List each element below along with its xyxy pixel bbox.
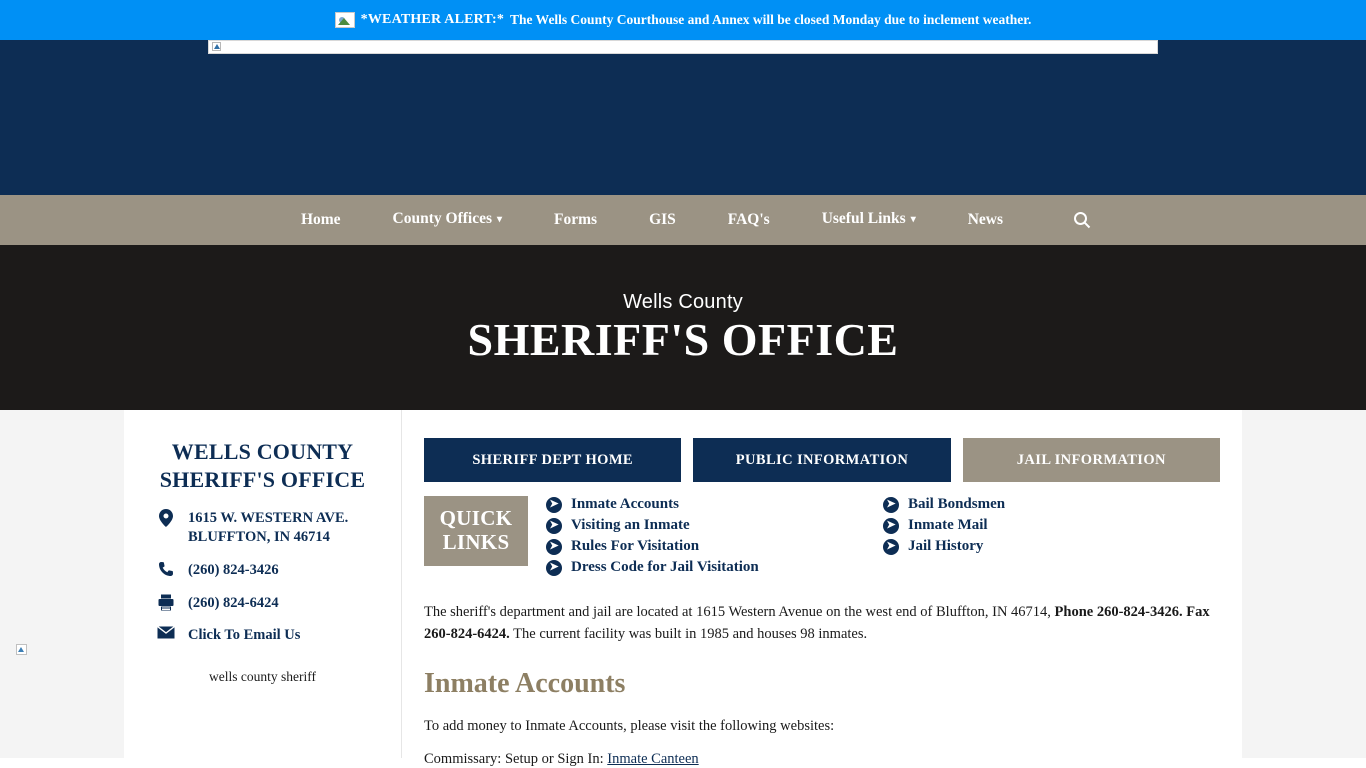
main-navigation[interactable] [0,195,1366,245]
quick-link-label: Inmate Mail [908,517,988,533]
quick-link-visiting-an-inmate[interactable] [546,517,883,534]
quick-links-badge-line1: QUICK [439,506,513,531]
main-content [402,410,1242,767]
arrow-right-icon: ➤ [546,539,562,555]
quick-link-label: Jail History [908,538,984,554]
quick-link-dress-code[interactable] [546,559,883,576]
quick-link-label: Dress Code for Jail Visitation [571,559,759,575]
tab-label: PUBLIC INFORMATION [735,451,909,468]
arrow-right-icon: ➤ [883,518,899,534]
right-gutter [1242,410,1366,758]
address-line-1: 1615 W. WESTERN AVE. [188,510,349,526]
nav-item-faqs[interactable] [702,195,796,245]
quick-links-right-column [883,496,1220,580]
quick-link-label: Bail Bondsmen [908,496,1006,512]
section-title-inmate-accounts: Inmate Accounts [424,667,626,699]
quick-links-left-column [546,496,883,580]
arrow-right-icon: ➤ [546,497,562,513]
tab-sheriff-dept-home[interactable] [424,438,681,482]
contact-phone[interactable] [156,561,387,580]
tab-jail-information[interactable] [963,438,1220,482]
section-tabs[interactable] [424,438,1220,482]
banner-image-placeholder [208,40,1158,54]
hero-subtitle: Wells County [623,290,743,313]
quick-link-bail-bondsmen[interactable] [883,496,1220,513]
tab-public-information[interactable] [693,438,950,482]
phone-icon [156,561,176,577]
inmate-accounts-paragraph: To add money to Inmate Accounts, please visit the following websites: [424,717,835,734]
image-placeholder-icon [335,12,355,28]
nav-label: News [967,211,1004,228]
phone-number: (260) 824-3426 [188,561,279,578]
address-line-2: BLUFFTON, IN 46714 [188,528,330,545]
email-link[interactable]: Click To Email Us [188,627,301,644]
quick-link-jail-history[interactable] [883,538,1220,555]
page-title: SHERIFF'S OFFICE [467,313,899,365]
inmate-canteen-link[interactable]: Inmate Canteen [607,750,699,767]
sidebar-image-caption: wells county sheriff [209,669,316,685]
quick-link-inmate-accounts[interactable] [546,496,883,513]
fax-icon [156,594,176,611]
nav-item-useful-links[interactable] [796,194,942,246]
left-gutter [0,410,124,758]
arrow-right-icon: ➤ [883,539,899,555]
nav-label: Forms [554,211,598,228]
quick-link-label: Visiting an Inmate [571,517,690,533]
commissary-line [424,751,1220,768]
weather-alert-bar [0,0,1366,40]
page-body [0,410,1366,767]
intro-text-part2: The current facility was built in 1985 and houses 98 inmates. [509,625,868,642]
alert-message: The Wells County Courthouse and Annex will be closed Monday due to inclement weather. [510,12,1032,27]
broken-image-icon [16,644,27,655]
tab-label: SHERIFF DEPT HOME [472,451,633,468]
contact-fax [156,594,387,613]
intro-text-part1: The sheriff's department and jail are located at 1615 Western Avenue on the west end of Bluffton, IN 46714, [424,604,1055,620]
tab-label: JAIL INFORMATION [1016,451,1166,468]
page-hero [0,245,1366,410]
arrow-right-icon: ➤ [546,518,562,534]
broken-image-icon [212,42,221,51]
site-banner [0,40,1366,195]
quick-links-badge [424,496,528,566]
envelope-icon [156,626,176,639]
search-icon[interactable] [1073,211,1091,229]
intro-paragraph [424,602,1220,646]
quick-links-badge-line2: LINKS [442,530,510,554]
fax-number: (260) 824-6424 [188,594,279,611]
sidebar [124,410,402,758]
chevron-down-icon: ▾ [910,214,916,225]
chevron-down-icon: ▾ [497,214,503,225]
nav-label: Useful Links [821,210,906,227]
contact-address [156,509,387,547]
nav-label: FAQ's [727,211,770,228]
nav-item-forms[interactable] [528,195,623,245]
quick-links-block [424,496,1220,580]
nav-label: Home [300,211,341,228]
intro-phone-fax: Phone 260-824-3426. Fax 260-824-6424. [424,604,1210,642]
arrow-right-icon: ➤ [546,560,562,576]
nav-item-news[interactable] [942,195,1029,245]
quick-link-rules-for-visitation[interactable] [546,538,883,555]
nav-item-county-offices[interactable] [367,194,528,246]
quick-links-columns [546,496,1220,580]
alert-title: *WEATHER ALERT:* [360,12,505,27]
commissary-label: Commissary: Setup or Sign In: [424,750,608,767]
nav-item-gis[interactable] [623,195,702,245]
contact-email[interactable] [156,626,387,645]
nav-label: County Offices [392,210,492,227]
sidebar-heading: WELLS COUNTY SHERIFF'S OFFICE [159,439,366,492]
quick-link-inmate-mail[interactable] [883,517,1220,534]
quick-link-label: Rules For Visitation [571,538,700,554]
location-pin-icon [156,509,176,527]
nav-label: GIS [649,211,676,228]
nav-item-home[interactable] [275,195,367,245]
quick-link-label: Inmate Accounts [571,496,679,512]
arrow-right-icon: ➤ [883,497,899,513]
